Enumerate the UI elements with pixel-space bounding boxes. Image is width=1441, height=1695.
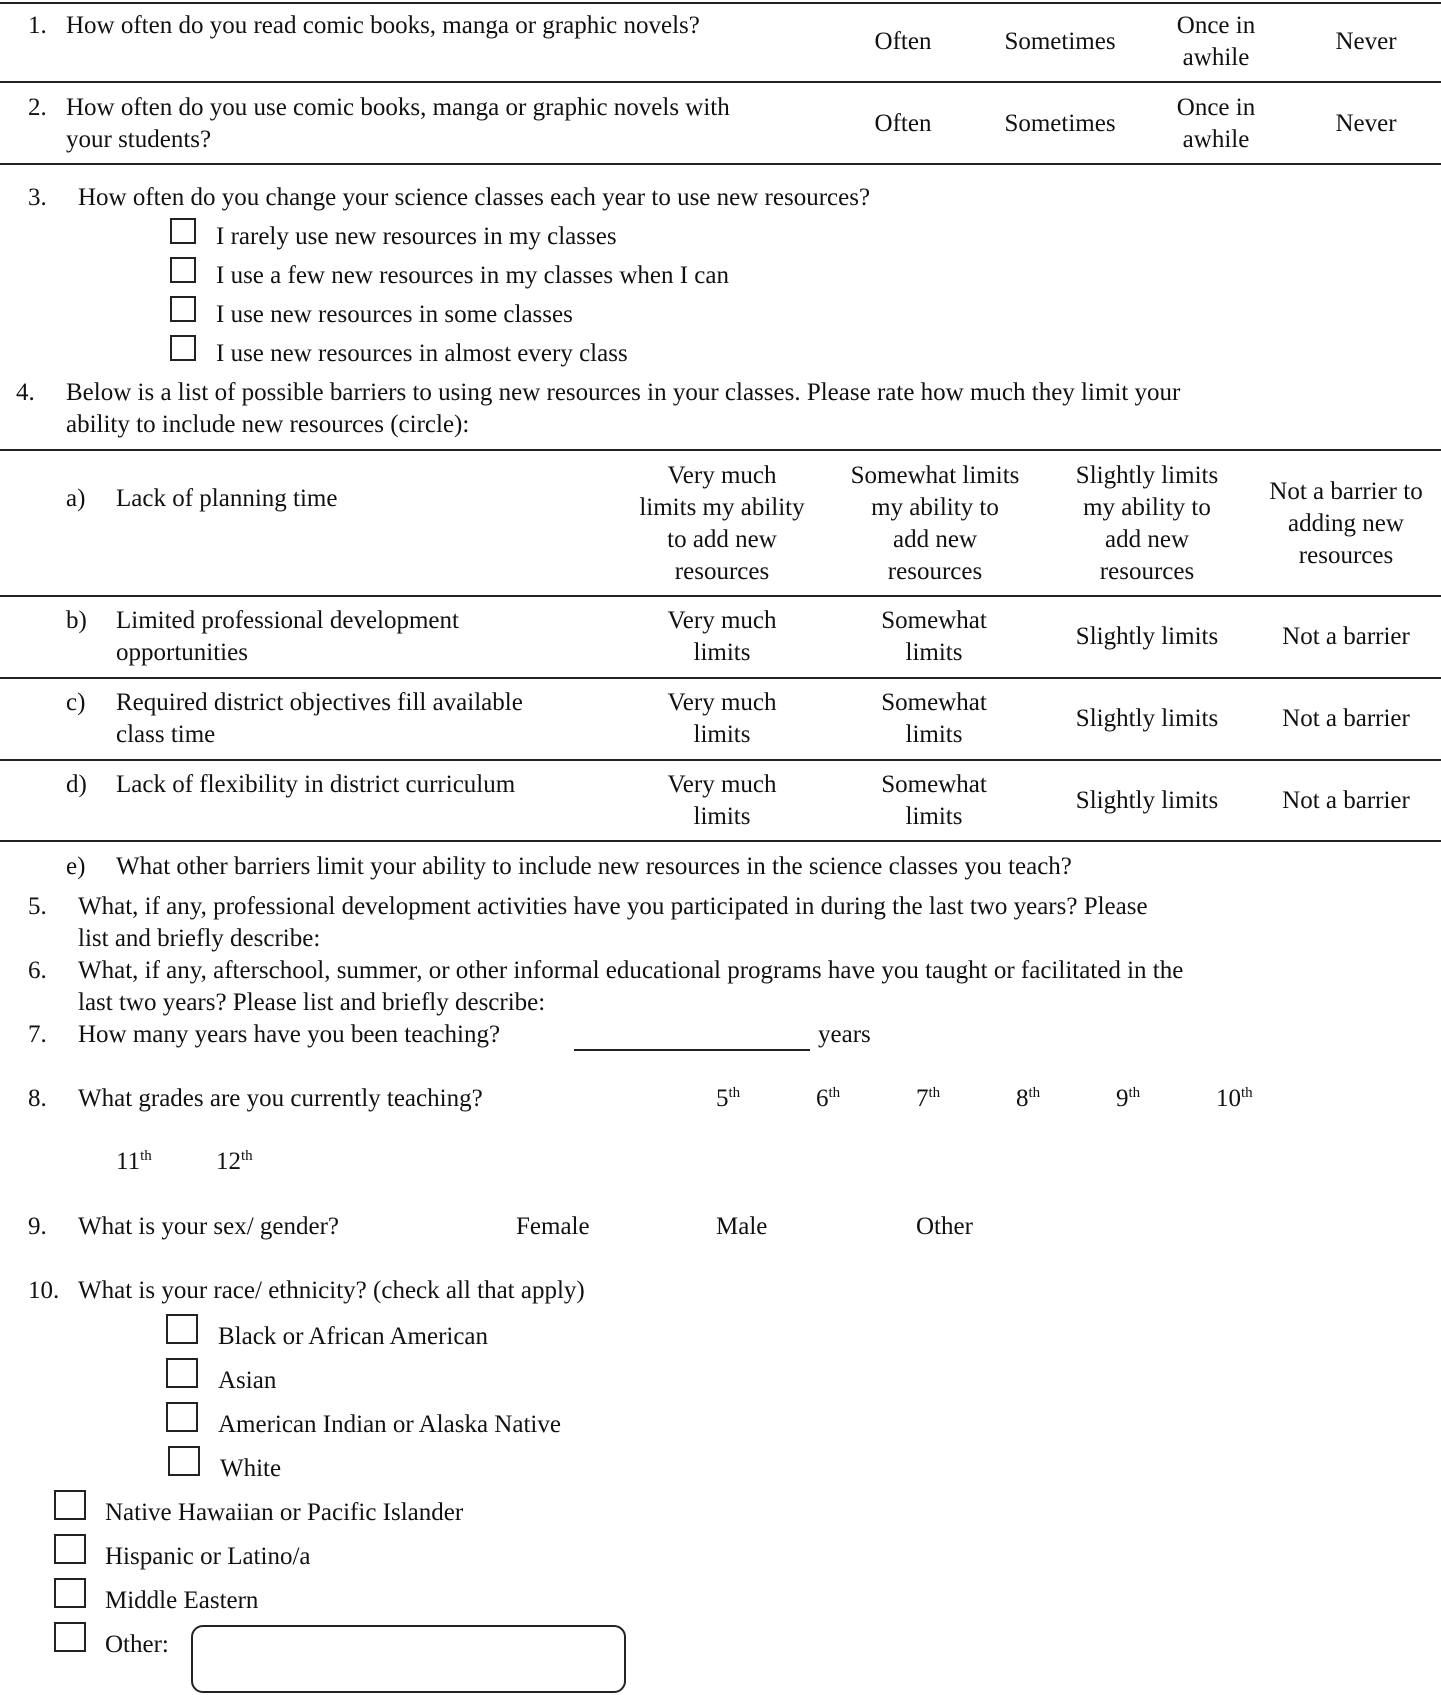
q2-option-sometimes[interactable]: Sometimes — [1004, 110, 1116, 137]
q6-text-line2: last two years? Please list and briefly describe: — [78, 989, 546, 1016]
q2-number: 2. — [28, 94, 47, 121]
q1-option-often[interactable]: Often — [874, 28, 932, 55]
q10-option-middle-eastern: Middle Eastern — [105, 1587, 259, 1614]
q4c-text-line1: Required district objectives fill available — [116, 689, 523, 716]
q10-checkbox-white[interactable] — [168, 1446, 200, 1476]
q4d-option-somewhat[interactable]: Somewhat limits — [881, 771, 987, 830]
q8-grade-9[interactable]: 9th — [1116, 1085, 1141, 1112]
q10-option-white: White — [220, 1455, 282, 1482]
q4b-text-line2: opportunities — [116, 639, 248, 666]
q1-number: 1. — [28, 12, 47, 39]
q8-grade-8[interactable]: 8th — [1016, 1085, 1041, 1112]
divider — [0, 163, 1441, 165]
q10-checkbox-asian[interactable] — [166, 1358, 198, 1388]
q4c-option-slightly[interactable]: Slightly limits — [1075, 705, 1219, 732]
divider — [0, 595, 1441, 597]
q3-checkbox-4[interactable] — [170, 335, 196, 361]
q4d-letter: d) — [66, 771, 87, 798]
q10-option-black: Black or African American — [218, 1323, 489, 1350]
q5-text-line2: list and briefly describe: — [78, 925, 321, 952]
q10-number: 10. — [28, 1277, 60, 1304]
q3-option-2: I use a few new resources in my classes when I can — [216, 262, 730, 289]
q10-checkbox-american-indian[interactable] — [166, 1402, 198, 1432]
q4e-text: What other barriers limit your ability to include new resources in the science classes you teach? — [116, 853, 1072, 880]
q8-grade-12[interactable]: 12th — [216, 1148, 253, 1175]
q5-number: 5. — [28, 893, 47, 920]
q7-suffix: years — [818, 1021, 871, 1048]
q7-years-input[interactable] — [574, 1049, 810, 1051]
q4a-option-somewhat[interactable]: Somewhat limits my ability to add new resources — [850, 462, 1020, 585]
q9-option-male[interactable]: Male — [716, 1213, 768, 1240]
q7-text: How many years have you been teaching? — [78, 1021, 501, 1048]
q2-option-often[interactable]: Often — [874, 110, 932, 137]
q4d-option-very-much[interactable]: Very much limits — [667, 771, 777, 830]
q10-checkbox-black[interactable] — [166, 1314, 198, 1344]
q10-option-asian: Asian — [218, 1367, 277, 1394]
q4a-option-very-much[interactable]: Very much limits my ability to add new resources — [639, 462, 805, 585]
q4b-option-very-much[interactable]: Very much limits — [667, 607, 777, 666]
q4c-option-not-a-barrier[interactable]: Not a barrier — [1282, 705, 1410, 732]
q10-other-input[interactable] — [191, 1625, 626, 1693]
q3-number: 3. — [28, 184, 47, 211]
q4d-option-not-a-barrier[interactable]: Not a barrier — [1282, 787, 1410, 814]
q3-text: How often do you change your science classes each year to use new resources? — [78, 184, 871, 211]
q10-checkbox-hispanic[interactable] — [54, 1534, 86, 1564]
q4a-letter: a) — [66, 485, 86, 512]
q5-text-line1: What, if any, professional development activities have you participated in during the last two years? Please — [78, 893, 1148, 920]
q8-number: 8. — [28, 1085, 47, 1112]
q4b-letter: b) — [66, 607, 87, 634]
q3-option-3: I use new resources in some classes — [216, 301, 573, 328]
q8-grade-6[interactable]: 6th — [816, 1085, 841, 1112]
q4d-option-slightly[interactable]: Slightly limits — [1075, 787, 1219, 814]
q4d-text: Lack of flexibility in district curriculum — [116, 771, 516, 798]
q1-text: How often do you read comic books, manga or graphic novels? — [66, 12, 700, 39]
q10-checkbox-native-hawaiian[interactable] — [54, 1490, 86, 1520]
q10-checkbox-other[interactable] — [54, 1622, 86, 1652]
q10-option-american-indian: American Indian or Alaska Native — [218, 1411, 561, 1438]
q10-checkbox-middle-eastern[interactable] — [54, 1578, 86, 1608]
q4b-option-somewhat[interactable]: Somewhat limits — [881, 607, 987, 666]
q4-text-line2: ability to include new resources (circle): — [66, 411, 470, 438]
q2-text-line1: How often do you use comic books, manga or graphic novels with — [66, 94, 730, 121]
q4c-option-very-much[interactable]: Very much limits — [667, 689, 777, 748]
q3-option-1: I rarely use new resources in my classes — [216, 223, 617, 250]
q6-number: 6. — [28, 957, 47, 984]
divider — [0, 449, 1441, 451]
q4a-option-not-a-barrier[interactable]: Not a barrier to adding new resources — [1269, 478, 1423, 569]
q4a-option-slightly[interactable]: Slightly limits my ability to add new resources — [1075, 462, 1219, 585]
q4b-option-not-a-barrier[interactable]: Not a barrier — [1282, 623, 1410, 650]
q10-option-hispanic: Hispanic or Latino/a — [105, 1543, 311, 1570]
q8-grade-5[interactable]: 5th — [716, 1085, 741, 1112]
q4b-option-slightly[interactable]: Slightly limits — [1075, 623, 1219, 650]
q6-text-line1: What, if any, afterschool, summer, or other informal educational programs have you taught or facilitated in the — [78, 957, 1184, 984]
divider — [0, 840, 1441, 842]
q4e-letter: e) — [66, 853, 86, 880]
divider — [0, 759, 1441, 761]
q10-option-native-hawaiian: Native Hawaiian or Pacific Islander — [105, 1499, 464, 1526]
q4c-letter: c) — [66, 689, 86, 716]
q4-number: 4. — [16, 379, 35, 406]
q7-number: 7. — [28, 1021, 47, 1048]
q4a-text: Lack of planning time — [116, 485, 338, 512]
q4c-text-line2: class time — [116, 721, 216, 748]
q10-text: What is your race/ ethnicity? (check all that apply) — [78, 1277, 585, 1304]
q8-grade-11[interactable]: 11th — [116, 1148, 152, 1175]
q2-option-once-in-awhile[interactable]: Once in awhile — [1176, 94, 1256, 153]
q3-checkbox-3[interactable] — [170, 296, 196, 322]
q1-option-never[interactable]: Never — [1335, 28, 1397, 55]
divider — [0, 2, 1441, 4]
q8-grade-10[interactable]: 10th — [1216, 1085, 1253, 1112]
q3-option-4: I use new resources in almost every class — [216, 340, 628, 367]
divider — [0, 677, 1441, 679]
q4-text-line1: Below is a list of possible barriers to using new resources in your classes. Please rate how much they limit your — [66, 379, 1181, 406]
q8-grade-7[interactable]: 7th — [916, 1085, 941, 1112]
q3-checkbox-2[interactable] — [170, 257, 196, 283]
q9-option-other[interactable]: Other — [916, 1213, 973, 1240]
q10-option-other: Other: — [105, 1631, 169, 1658]
q9-number: 9. — [28, 1213, 47, 1240]
q4c-option-somewhat[interactable]: Somewhat limits — [881, 689, 987, 748]
q2-option-never[interactable]: Never — [1335, 110, 1397, 137]
q9-text: What is your sex/ gender? — [78, 1213, 340, 1240]
q1-option-sometimes[interactable]: Sometimes — [1004, 28, 1116, 55]
q2-text-line2: your students? — [66, 126, 212, 153]
q1-option-once-in-awhile[interactable]: Once in awhile — [1176, 12, 1256, 71]
q8-text: What grades are you currently teaching? — [78, 1085, 483, 1112]
divider — [0, 81, 1441, 83]
q9-option-female[interactable]: Female — [516, 1213, 590, 1240]
q3-checkbox-1[interactable] — [170, 218, 196, 244]
q4b-text-line1: Limited professional development — [116, 607, 459, 634]
